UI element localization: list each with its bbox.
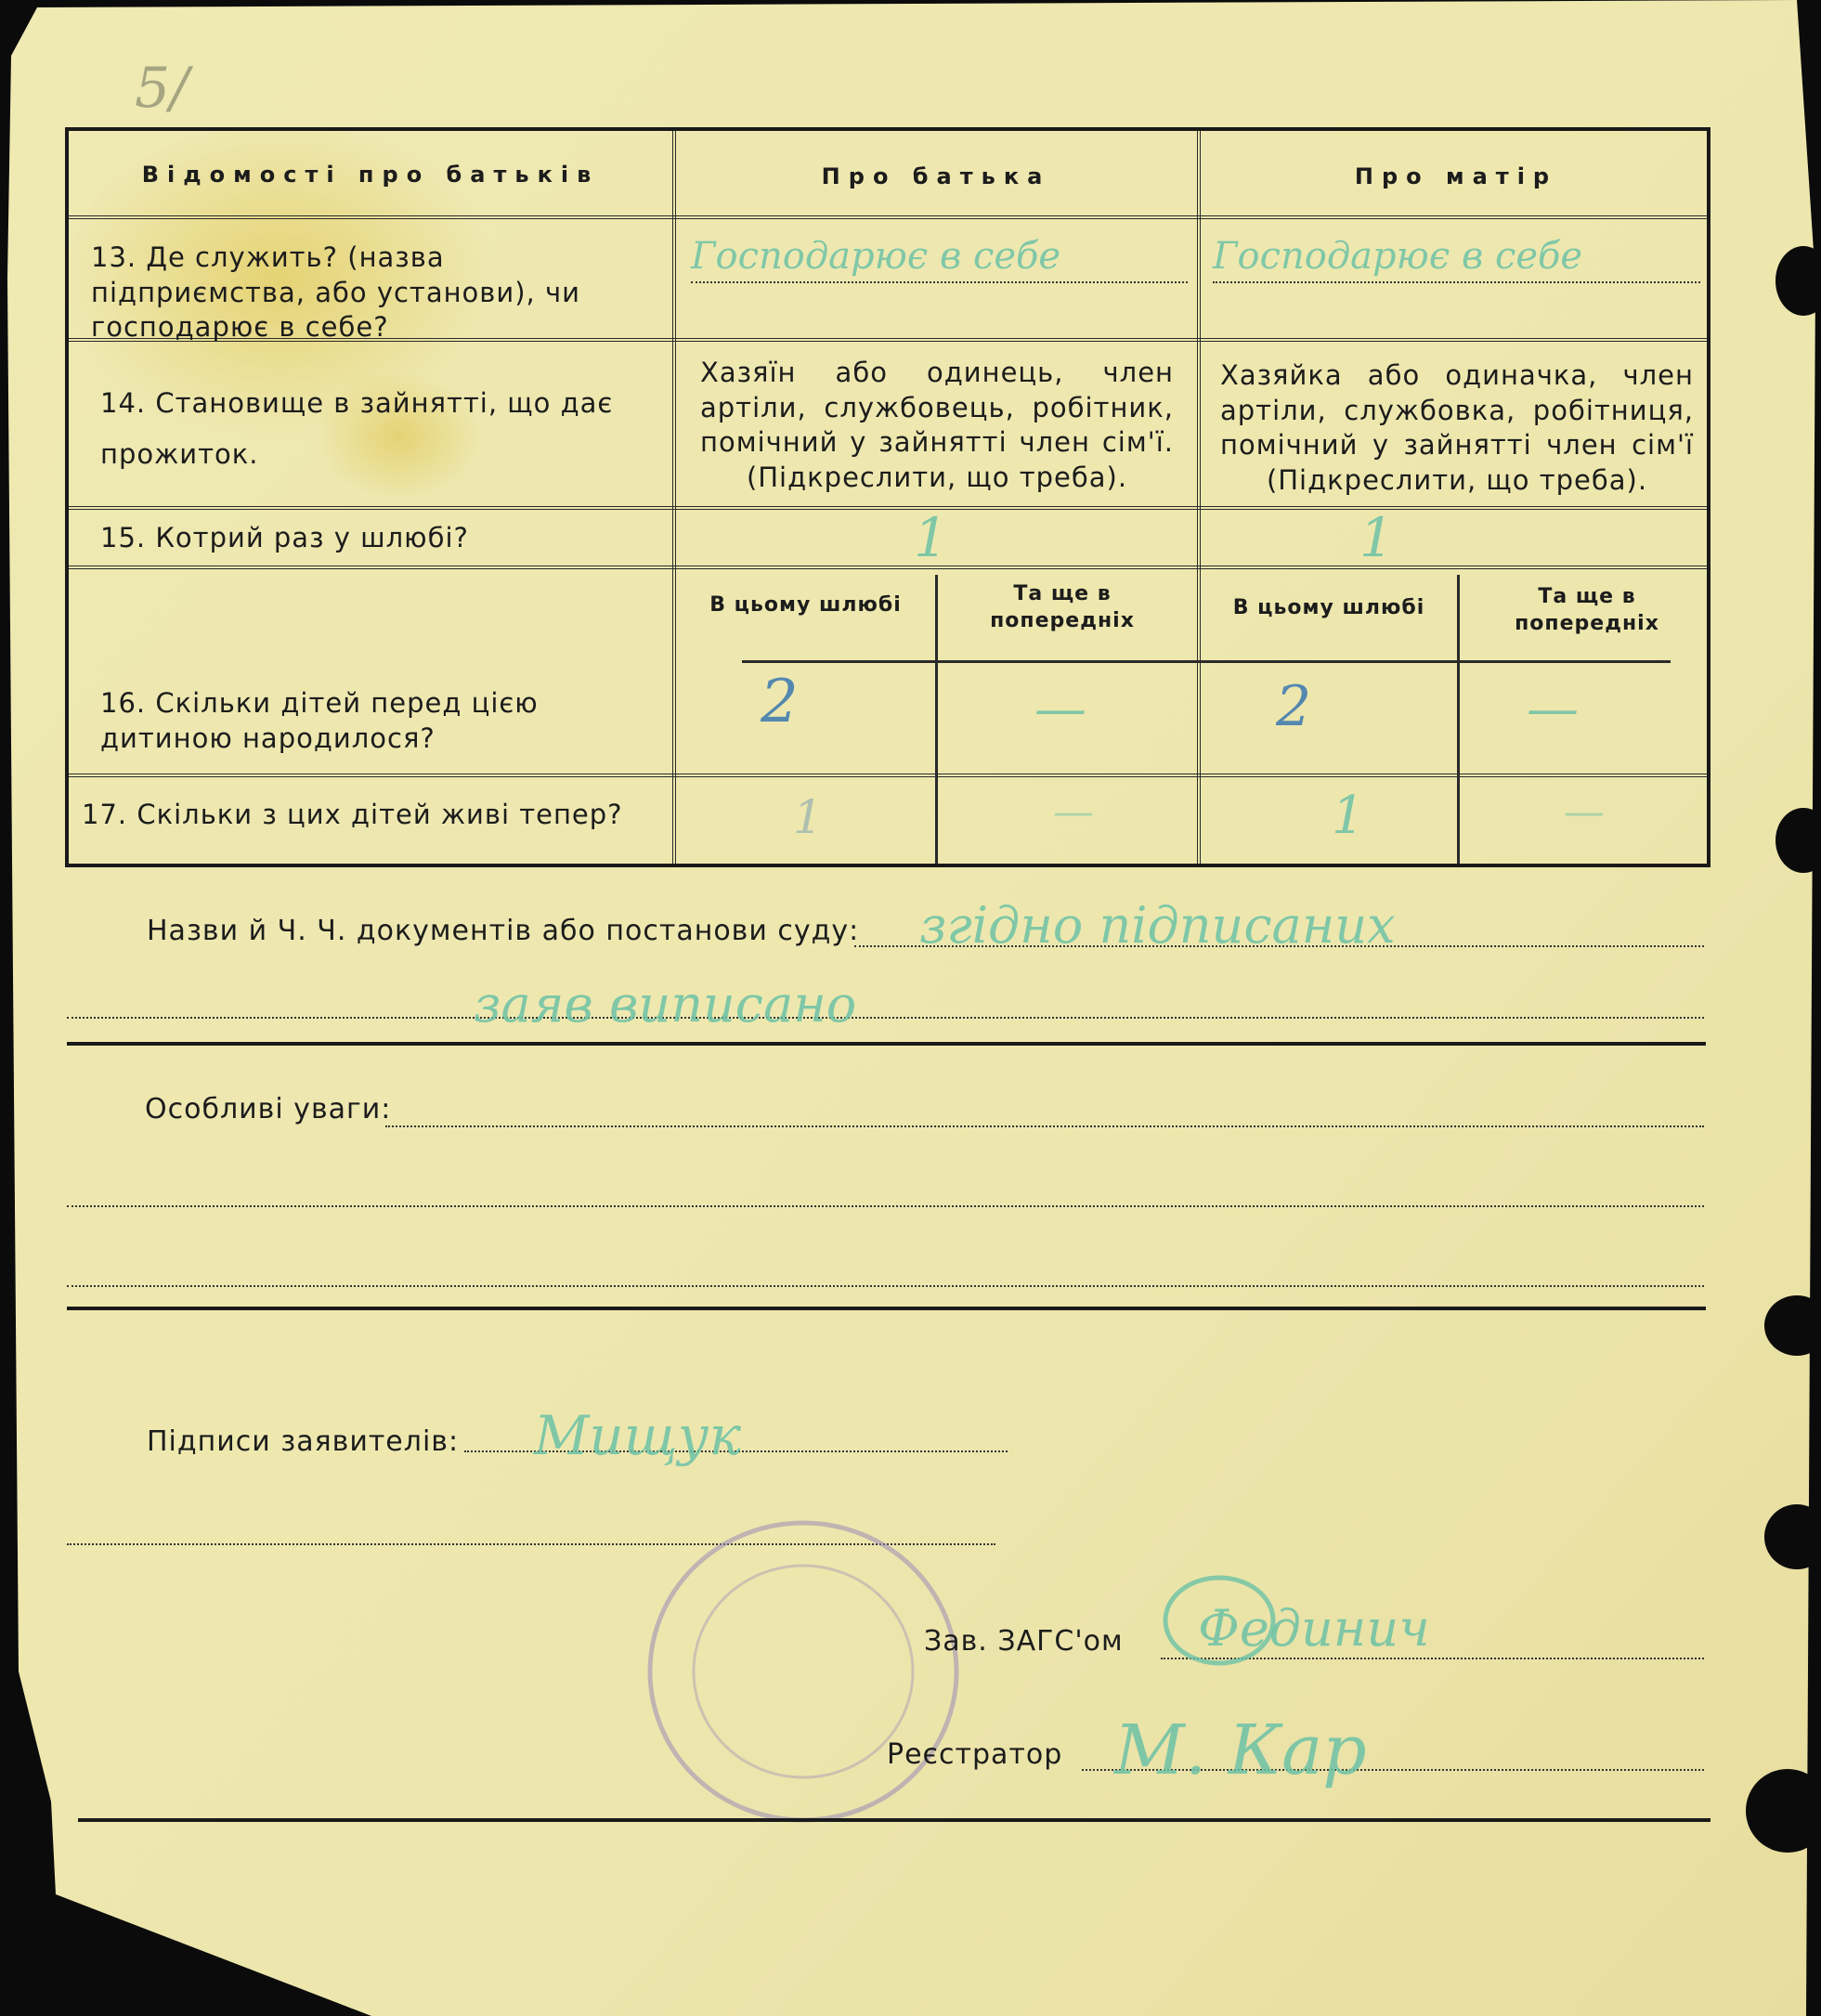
mother-occupation-options: Хазяйка або одиначка, член артіли, службовка, робітниця, помічний у зайнятті член сім'ї (Підкреслити, що треба). bbox=[1220, 359, 1694, 497]
corner-note: 5/ bbox=[135, 56, 189, 121]
question-14-label: 14. Становище в зайнятті, що дає прожиток. bbox=[100, 387, 614, 471]
binding-hole-3 bbox=[1764, 1295, 1821, 1356]
official-stamp bbox=[641, 1514, 966, 1829]
applicants-signature-label: Підписи заявителів: bbox=[147, 1425, 460, 1458]
question-15-label: 15. Котрий раз у шлюбі? bbox=[100, 522, 469, 553]
registrar-signature-hw: М. Кар bbox=[1114, 1710, 1367, 1790]
mother-previous-subheader: Та ще в попередніх bbox=[1515, 585, 1659, 635]
header-about-parents: Відомості про батьків bbox=[141, 162, 600, 188]
father-children-alive-this-hw: 1 bbox=[793, 790, 823, 844]
mother-children-alive-this-hw: 1 bbox=[1332, 786, 1365, 846]
father-workplace-hw: Господарює в себе bbox=[691, 235, 1061, 278]
father-this-marriage-subheader: В цьому шлюбі bbox=[709, 593, 902, 617]
father-marriage-count-hw: 1 bbox=[914, 506, 948, 569]
remarks-label: Особливі уваги: bbox=[145, 1093, 392, 1125]
documents-label: Назви й Ч. Ч. документів або постанови суду: bbox=[147, 915, 860, 947]
header-about-father: Про батька bbox=[821, 163, 1051, 189]
father-children-this-hw: 2 bbox=[761, 668, 799, 736]
documents-hw-line2: заяв виписано bbox=[474, 975, 857, 1034]
registry-head-signature-hw: Фединич bbox=[1198, 1599, 1430, 1658]
mother-children-this-hw: 2 bbox=[1276, 674, 1312, 739]
father-previous-subheader: Та ще в попередніх bbox=[990, 582, 1135, 632]
mother-children-alive-prev-hw: — bbox=[1564, 788, 1605, 836]
father-children-prev-hw: — bbox=[1034, 679, 1086, 739]
father-occupation-options: Хазяїн або одинець, член артіли, службовець, робітник, помічний у зайнятті член сім'ї. (Підкреслити, що треба). bbox=[700, 357, 1174, 494]
registrar-label: Реєстратор bbox=[887, 1738, 1063, 1771]
binding-hole-4 bbox=[1764, 1504, 1821, 1569]
mother-this-marriage-subheader: В цьому шлюбі bbox=[1232, 596, 1425, 619]
mother-workplace-hw: Господарює в себе bbox=[1213, 235, 1583, 278]
registry-head-label: Зав. ЗАГС'ом bbox=[924, 1625, 1124, 1658]
applicants-signature-hw: Мищук bbox=[534, 1404, 742, 1467]
mother-children-prev-hw: — bbox=[1527, 679, 1579, 739]
binding-hole-5 bbox=[1746, 1769, 1821, 1853]
parents-info-table bbox=[65, 127, 1710, 867]
header-about-mother: Про матір bbox=[1354, 163, 1558, 189]
question-16-label: 16. Скільки дітей перед цією дитиною народилося? bbox=[100, 687, 539, 754]
question-13-label: 13. Де служить? (назва підприємства, або установи), чи господарює в себе? bbox=[91, 241, 580, 344]
documents-hw-line1: згідно підписаних bbox=[919, 896, 1396, 955]
father-children-alive-prev-hw: — bbox=[1053, 788, 1094, 836]
question-17-label: 17. Скільки з цих дітей живі тепер? bbox=[82, 799, 623, 830]
mother-marriage-count-hw: 1 bbox=[1359, 506, 1394, 569]
